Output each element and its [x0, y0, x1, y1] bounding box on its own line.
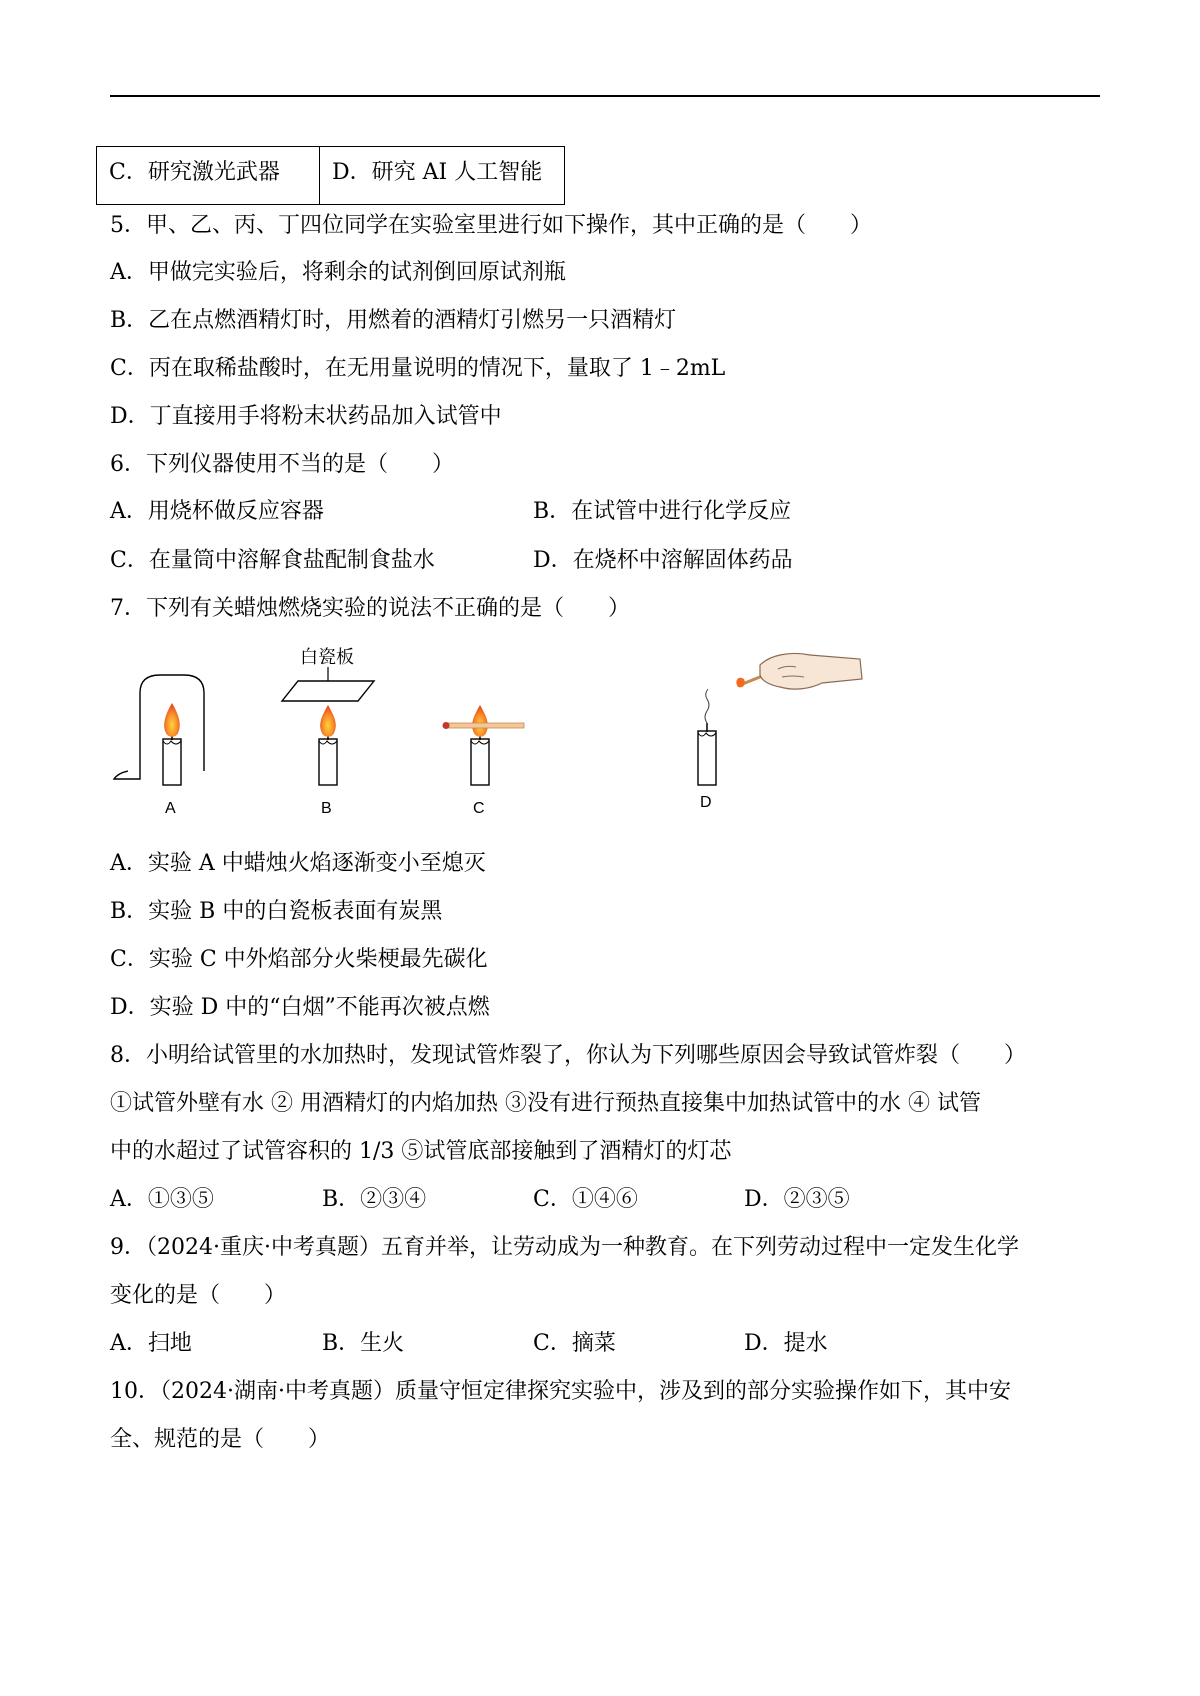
q9-option-d: D．提水	[744, 1331, 828, 1356]
figure-label-d: D	[700, 794, 712, 811]
matchstick	[446, 723, 524, 728]
plate-label: 白瓷板	[300, 647, 354, 668]
q7-option-d: D．实验 D 中的“白烟”不能再次被点燃	[110, 995, 490, 1020]
figure-label-a: A	[165, 800, 176, 817]
header-rule	[110, 95, 1100, 97]
option-c-text: C．研究激光武器	[109, 160, 280, 185]
white-smoke	[705, 689, 709, 723]
q8-option-a: A．①③⑤	[110, 1187, 214, 1212]
experiment-a	[114, 675, 204, 817]
match-flame-icon	[736, 678, 744, 688]
option-d-text: D．研究 AI 人工智能	[332, 160, 543, 185]
q7-stem: 7．下列有关蜡烛燃烧实验的说法不正确的是（ ）	[110, 596, 630, 621]
q6-stem: 6．下列仪器使用不当的是（ ）	[110, 452, 454, 477]
porcelain-plate	[282, 681, 374, 701]
q10-stem-line-1: 10．（2024·湖南·中考真题）质量守恒定律探究实验中，涉及到的部分实验操作如下，其中安	[110, 1379, 1011, 1404]
option-d-cell	[320, 147, 565, 205]
q5-option-b: B．乙在点燃酒精灯时，用燃着的酒精灯引燃另一只酒精灯	[110, 308, 677, 333]
candle-b	[319, 739, 337, 785]
q5-option-d: D．丁直接用手将粉末状药品加入试管中	[110, 404, 502, 429]
experiment-c	[443, 705, 525, 817]
experiment-d	[698, 653, 862, 811]
q6-option-c: C．在量筒中溶解食盐配制食盐水	[110, 548, 435, 573]
q7-option-c: C．实验 C 中外焰部分火柴梗最先碳化	[110, 947, 488, 972]
q8-option-d: D．②③⑤	[744, 1187, 850, 1212]
q9-option-b: B．生火	[322, 1331, 405, 1356]
q6-option-a: A．用烧杯做反应容器	[110, 499, 324, 524]
flame-b-icon	[320, 705, 336, 737]
flame-a-icon	[164, 703, 180, 737]
q8-option-c: C．①④⑥	[533, 1187, 638, 1212]
experiment-b	[282, 647, 374, 817]
bell-jar	[114, 675, 204, 779]
q9-stem-line-2: 变化的是（ ）	[110, 1283, 287, 1308]
candle-d	[698, 731, 716, 785]
hand-icon	[760, 653, 862, 689]
q8-stem: 8．小明给试管里的水加热时，发现试管炸裂了，你认为下列哪些原因会导致试管炸裂（ ）	[110, 1043, 1027, 1068]
previous-options-table	[96, 146, 565, 205]
q5-stem: 5．甲、乙、丙、丁四位同学在实验室里进行如下操作，其中正确的是（ ）	[110, 213, 872, 238]
q9-option-c: C．摘菜	[533, 1331, 616, 1356]
q5-option-c: C．丙在取稀盐酸时，在无用量说明的情况下，量取了 1﹣2mL	[110, 356, 726, 381]
q8-option-b: B．②③④	[322, 1187, 427, 1212]
match-head	[443, 722, 450, 729]
q5-option-a: A．甲做完实验后，将剩余的试剂倒回原试剂瓶	[110, 260, 566, 285]
q6-option-b: B．在试管中进行化学反应	[533, 499, 792, 524]
q9-stem-line-1: 9．（2024·重庆·中考真题）五育并举，让劳动成为一种教育。在下列劳动过程中一定发生化学	[110, 1235, 1019, 1260]
q9-option-a: A．扫地	[110, 1331, 192, 1356]
q6-option-d: D．在烧杯中溶解固体药品	[533, 548, 793, 573]
candle-experiment-figure	[110, 645, 910, 845]
option-c-cell	[97, 147, 320, 205]
figure-label-c: C	[473, 800, 485, 817]
q7-option-b: B．实验 B 中的白瓷板表面有炭黑	[110, 899, 443, 924]
q7-option-a: A．实验 A 中蜡烛火焰逐渐变小至熄灭	[110, 851, 486, 876]
candle-a	[163, 739, 181, 785]
candle-c	[471, 739, 489, 785]
q8-line-3: 中的水超过了试管容积的 1/3 ⑤试管底部接触到了酒精灯的灯芯	[110, 1139, 732, 1164]
q10-stem-line-2: 全、规范的是（ ）	[110, 1427, 331, 1452]
figure-label-b: B	[321, 800, 332, 817]
q8-line-2: ①试管外壁有水 ② 用酒精灯的内焰加热 ③没有进行预热直接集中加热试管中的水 ④ 试管	[110, 1091, 981, 1116]
flame-c-icon	[472, 705, 488, 737]
